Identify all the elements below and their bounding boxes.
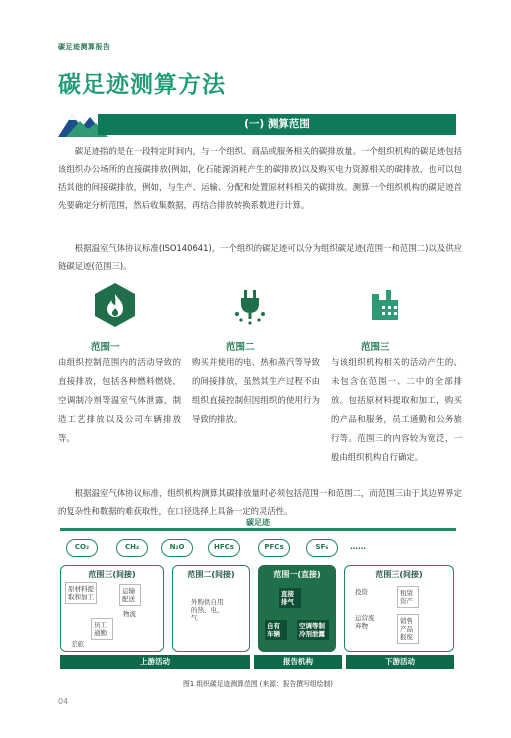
item-transport: 运输配送 <box>119 584 141 606</box>
gas-connector-line <box>60 528 456 531</box>
gas-hfcs: HFCs <box>208 539 240 557</box>
gas-n2o: N₂O <box>161 539 193 557</box>
scope3-title: 范围三 <box>361 342 390 353</box>
scope2-description: 购买并使用的电、热和蒸汽等导致的间接排放，虽然其生产过程不由组织直接控制但因组织的使用行为导致的排放。 <box>192 357 320 424</box>
paragraph-requirement: 根据温室气体协议标准，组织机构测算其碳排放量时必须包括范围一和范围二，而范围三由于其边界界定的复杂性和数据的难获取性，在口径选择上具备一定的灵活性。 <box>58 488 462 516</box>
running-header: 碳足迹测算报告 <box>58 43 111 51</box>
section-label: (一) 测算范围 <box>244 118 310 130</box>
paragraph-definition: 碳足迹指的是在一段特定时间内，与一个组织、商品或服务相关的碳排放量。一个组织机构的碳足迹包括该组织办公场所的直接碳排放(例如，化石能源消耗产生的碳排放)以及购买电力资源相关的碳排放，也可以包括其他的间接碳排放，例如，与生产、运输、分配和处置原材料相关的碳排放。测算一个组织机构的碳足迹首先要确定分析范围，然后收集数据，再结合排放转换系数进行计算。 <box>58 146 462 210</box>
scope1-description: 由组织控制范围内的活动导致的直接排放，包括各种燃料燃烧，空调制冷剂等温室气体泄露，制造工艺排放以及公司车辆排放等。 <box>58 357 181 443</box>
item-operational-waste: 运营废弃物 <box>355 614 375 630</box>
gas-co2: CO₂ <box>66 539 98 557</box>
item-commute: 员工通勤 <box>91 618 113 640</box>
diagram-title: 碳足迹 <box>246 518 270 527</box>
page-title: 碳足迹测算方法 <box>58 72 226 98</box>
box-scope3-downstream-title: 范围三(间接) <box>375 570 423 579</box>
gas-sf6: SF₆ <box>306 539 338 557</box>
stage-reporter: 报告机构 <box>283 657 313 666</box>
stage-downstream: 下游活动 <box>385 657 415 666</box>
flame-icon <box>92 282 138 328</box>
paragraph-standard: 根据温室气体协议标准(ISO140641)，一个组织的碳足迹可以分为组织碳足迹(范围一和范围二)以及供应链碳足迹(范围三)。 <box>58 243 462 271</box>
item-product-disposal: 销售产品报废 <box>397 614 419 644</box>
item-travel: 差旅 <box>71 640 84 648</box>
item-refrigerant-leak: 空调等制冷剂泄露 <box>297 620 329 640</box>
scope3-description: 与该组织机构相关的活动产生的、未包含在范围一、二中的全部排放。包括原材料提取和加工，购买的产品和服务，员工通勤和公务旅行等。范围三的内容较为宽泛，一般由组织机构自行确定。 <box>331 357 462 462</box>
gas-more: …… <box>350 542 366 551</box>
figure-caption: 图1 组织碳足迹测算范围 (来源：报告撰写组绘制) <box>183 680 333 688</box>
item-own-vehicles: 自有车辆 <box>265 620 287 640</box>
gas-ch4: CH₄ <box>116 539 148 557</box>
item-leased-assets: 租赁资产 <box>397 586 419 608</box>
box-scope3-upstream <box>60 565 164 652</box>
item-raw-materials: 原材料提取和加工 <box>65 582 97 604</box>
item-investment: 投资 <box>355 588 368 596</box>
power-plug-icon <box>227 282 273 328</box>
box-scope3-upstream-title: 范围三(间接) <box>88 570 136 579</box>
section-banner <box>58 107 458 137</box>
stage-upstream: 上游活动 <box>140 657 170 666</box>
carbon-footprint-diagram <box>58 517 458 677</box>
page-number: 04 <box>58 697 69 706</box>
item-logistics: 物流 <box>123 610 136 618</box>
scope1-title: 范围一 <box>91 342 120 353</box>
box-scope1-title: 范围一(直接) <box>273 570 321 579</box>
item-purchased-energy: 外购供自用的热、电、气 <box>191 598 224 622</box>
gas-pfcs: PFCs <box>258 539 290 557</box>
box-scope2 <box>172 565 250 652</box>
item-direct-emission: 直接排气 <box>279 588 301 608</box>
box-scope3-downstream <box>344 565 454 652</box>
box-scope2-title: 范围二(间接) <box>187 570 235 579</box>
scope2-title: 范围二 <box>226 342 255 353</box>
factory-icon <box>362 282 408 328</box>
box-scope1 <box>258 565 336 652</box>
